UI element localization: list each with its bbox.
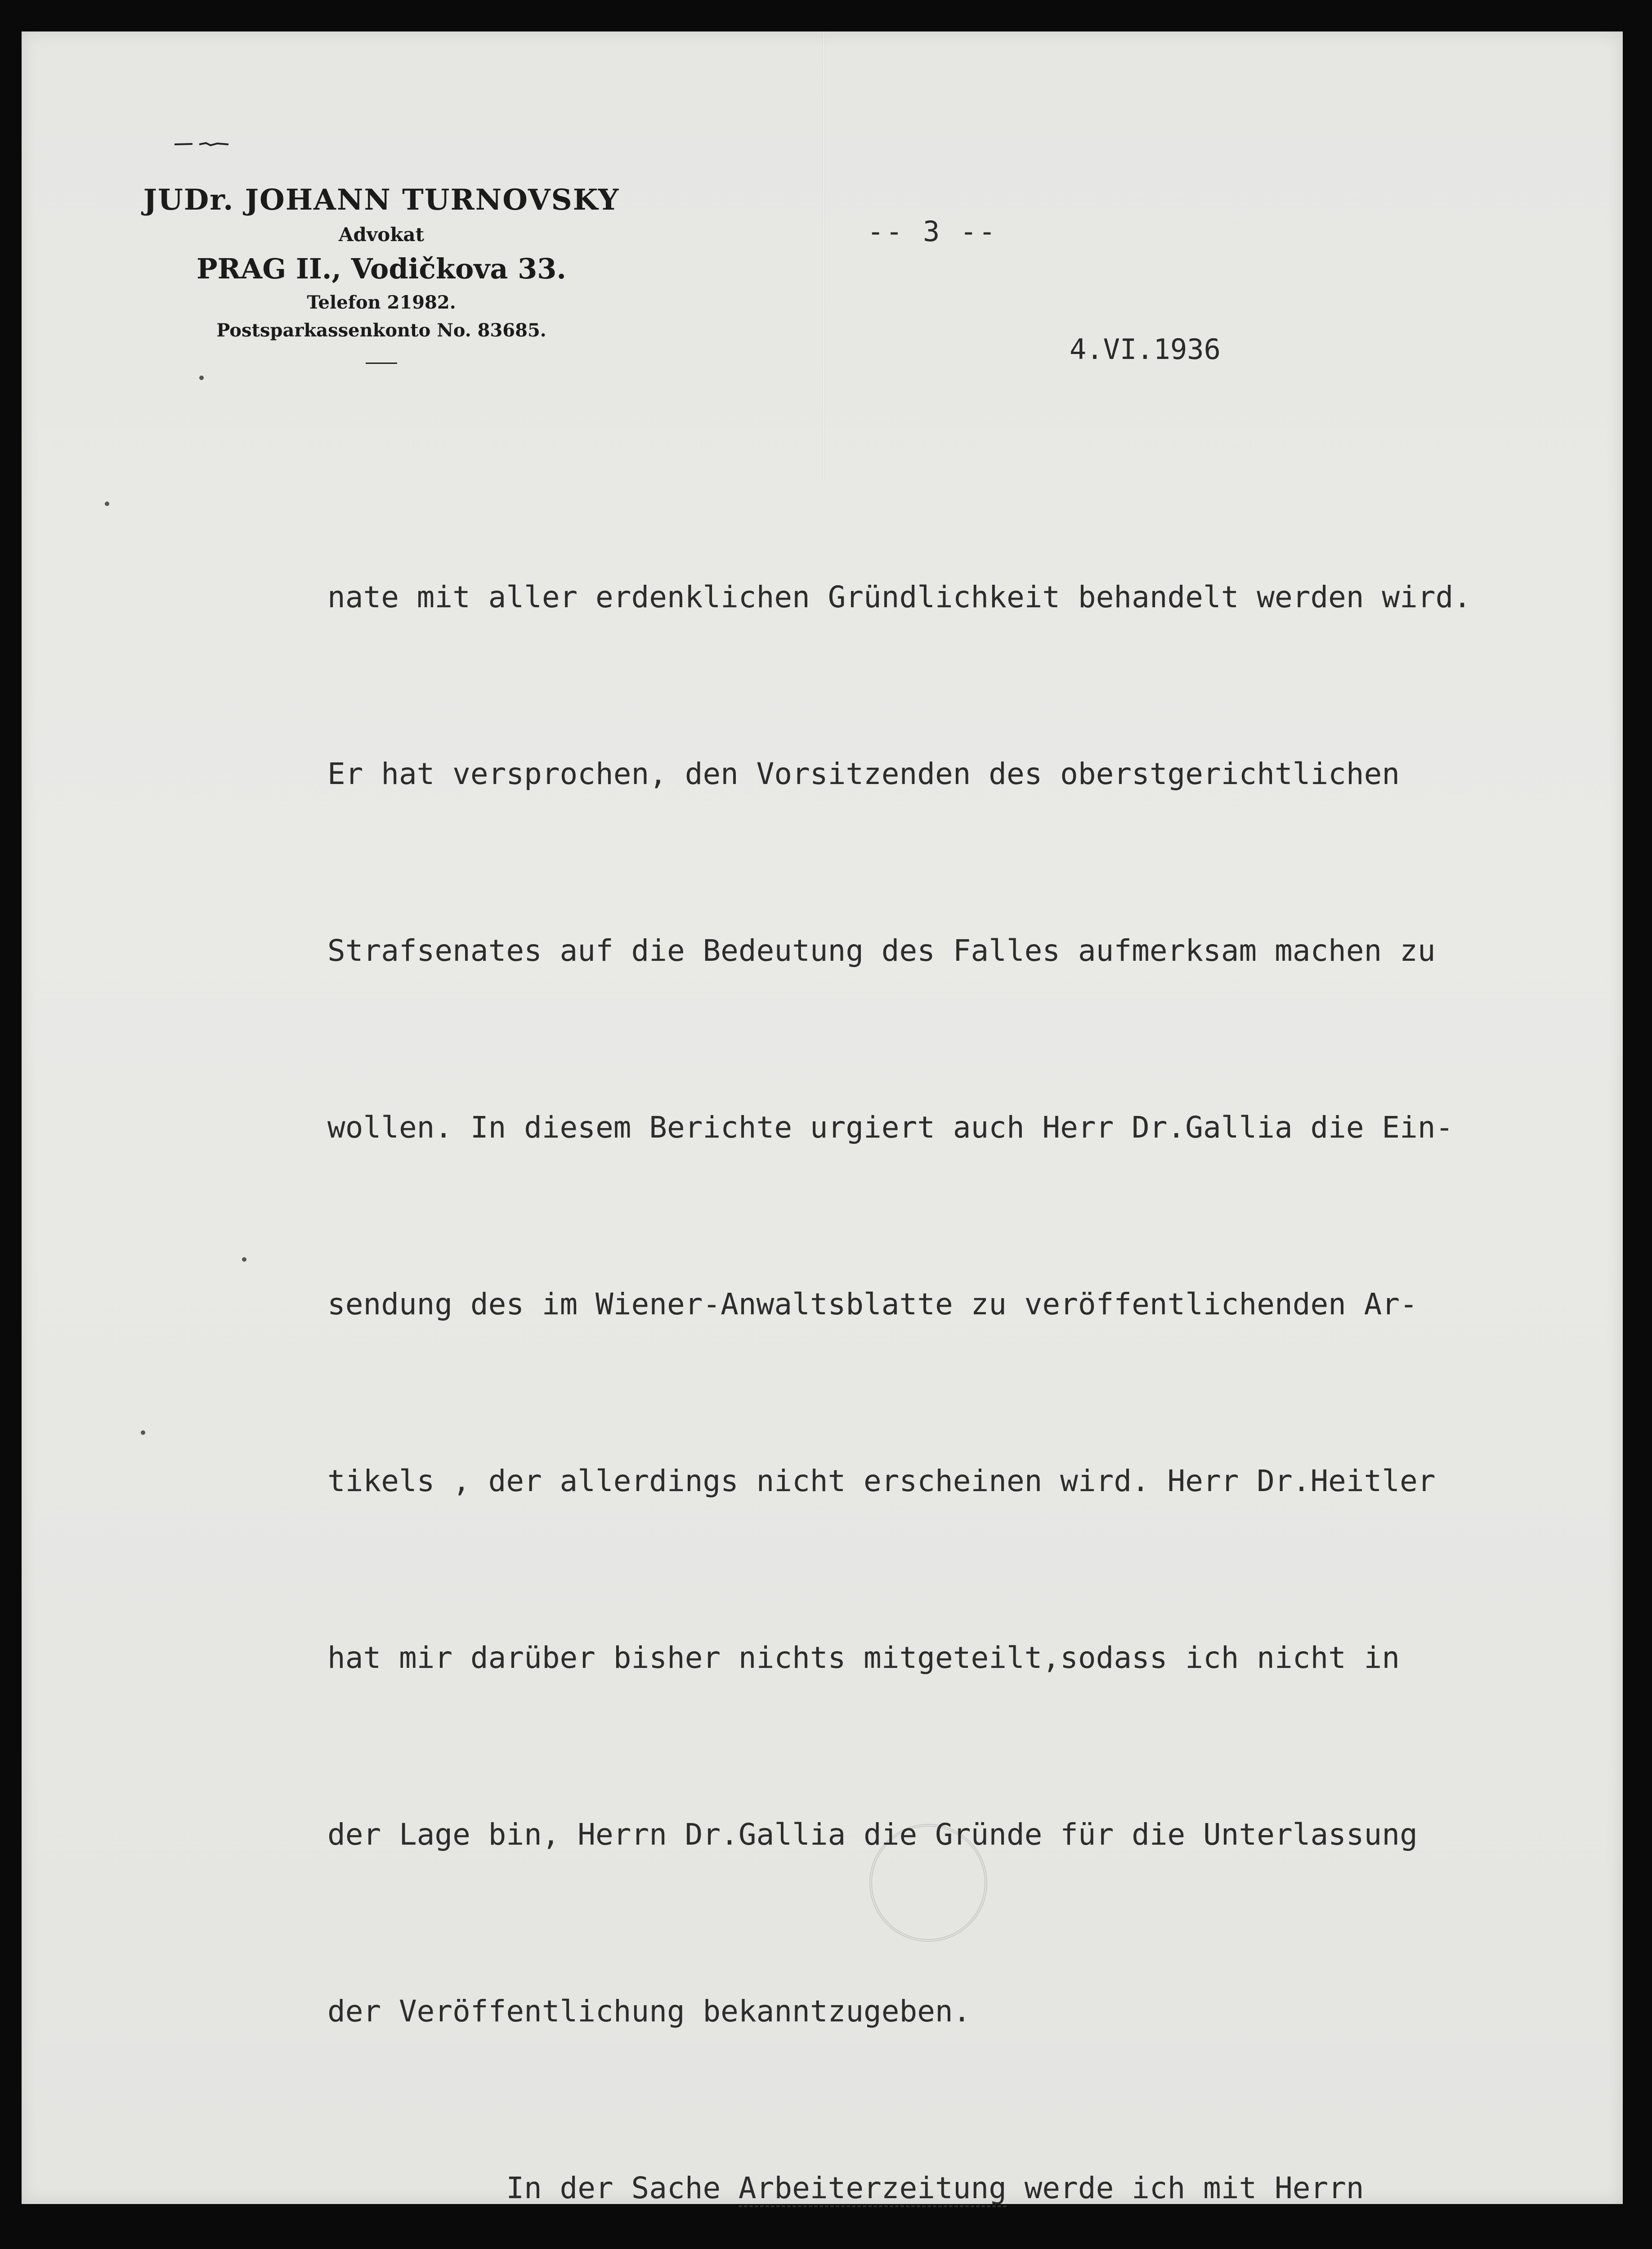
body-line: der Lage bin, Herrn Dr.Gallia die Gründe für die Unterlassung	[327, 1817, 1418, 1852]
paper-fold	[822, 31, 825, 481]
body-line: nate mit aller erdenklichen Gründlichkeit behandelt werden wird.	[327, 580, 1472, 614]
letter-date: 4.VI.1936	[1070, 333, 1221, 366]
lawyer-name: JUDr. JOHANN TURNOVSKY	[143, 183, 620, 217]
body-text-segment: In der Sache	[327, 2171, 739, 2205]
body-line: sendung des im Wiener-Anwaltsblatte zu veröffentlichenden Ar-	[327, 1287, 1418, 1322]
body-line: wollen. In diesem Berichte urgiert auch Herr Dr.Gallia die Ein-	[327, 1110, 1454, 1145]
letterhead-rule	[366, 363, 397, 364]
letter-body	[327, 450, 1632, 2249]
margin-mark	[141, 1430, 145, 1435]
letterhead	[103, 180, 660, 364]
body-text-segment: werde ich mit Herrn	[1006, 2171, 1364, 2205]
body-line: Er hat versprochen, den Vorsitzenden des oberstgerichtlichen	[327, 757, 1400, 791]
body-line: tikels , der allerdings nicht erscheinen wird. Herr Dr.Heitler	[327, 1464, 1436, 1498]
body-line: Strafsenates auf die Bedeutung des Falles aufmerksam machen zu	[327, 933, 1436, 968]
lawyer-title: Advokat	[338, 224, 425, 246]
underlined-term-arbeiterzeitung: Arbeiterzeitung	[739, 2171, 1007, 2207]
page-number: -- 3 --	[867, 215, 998, 248]
letterhead-flourish	[175, 142, 228, 147]
body-line: der Veröffentlichung bekanntzugeben.	[327, 1994, 971, 2029]
body-line	[327, 2159, 1632, 2218]
letter-page	[22, 31, 1623, 2204]
postal-account: Postsparkassenkonto No. 83685.	[216, 320, 546, 341]
margin-mark	[105, 502, 109, 506]
body-line: hat mir darüber bisher nichts mitgeteilt,sodass ich nicht in	[327, 1640, 1400, 1675]
office-phone: Telefon 21982.	[307, 292, 456, 313]
margin-mark	[199, 376, 204, 380]
office-address: PRAG II., Vodičkova 33.	[197, 252, 566, 285]
margin-mark	[242, 1257, 246, 1262]
